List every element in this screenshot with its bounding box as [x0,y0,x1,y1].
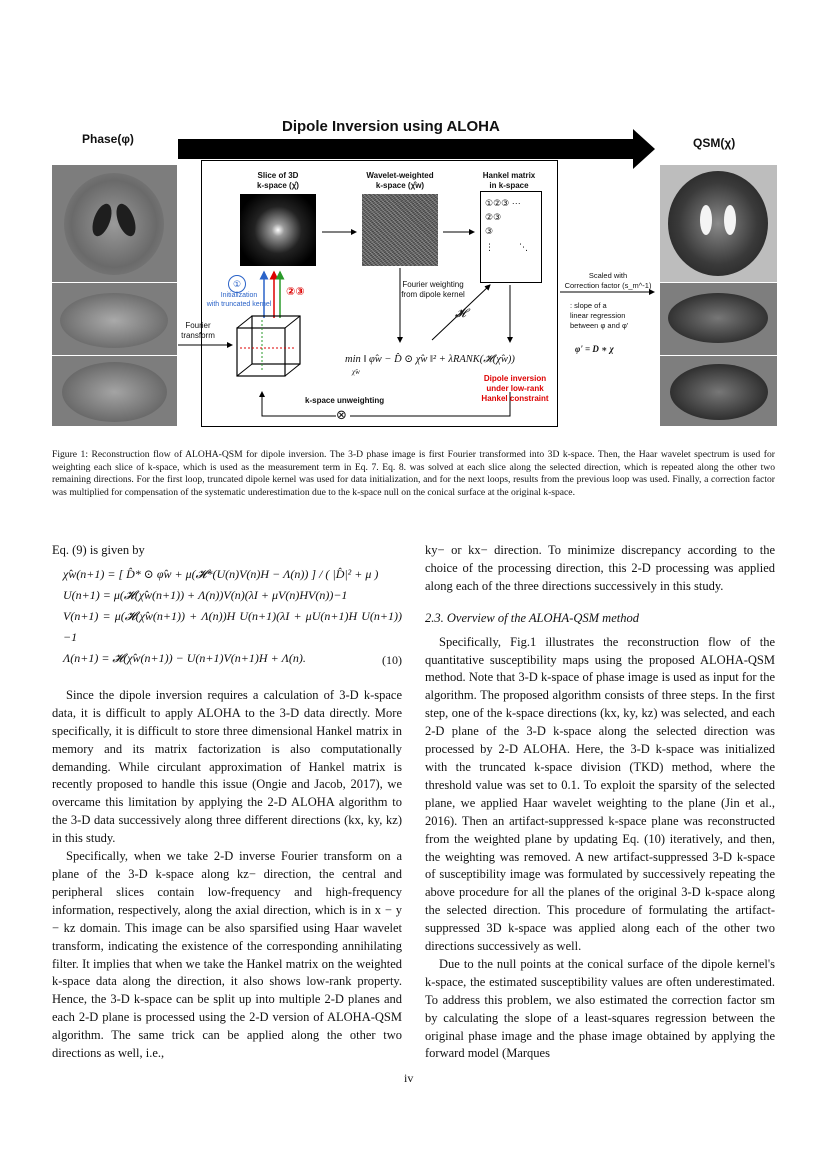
otimes-symbol: ⊗ [336,407,347,422]
eq9-intro: Eq. (9) is given by [52,543,145,557]
equation-u-update: U(n+1) = μ(𝓗(χ̂w(n+1)) + Λ(n))V(n)(λI + μV(n)HV(n))−1 [63,587,348,602]
right-paragraph-2: Due to the null points at the conical surface of the dipole kernel's k-space, the estimated susceptibility values are often underestimated. To address this problem, we also estimated the correction factor sm by calculating the slope of a least-squares regression between the original phase image and the phase image obtained by applying the forward model (Marques [425,956,775,1061]
left-column [52,542,402,1063]
hankel-row-4: ⋮ ⋱ [485,242,529,252]
dipole-constraint-label: Dipole inversion under low-rank Hankel constraint [481,374,549,403]
hankel-label: Hankel matrix in k-space [482,171,536,190]
figure-caption: Figure 1: Reconstruction flow of ALOHA-QSM for dipole inversion. The 3-D phase image is first Fourier transformed into 3D k-space. Then, the Haar wavelet spectrum is used for weighting each slice of k-space, which is used as the measurement term in Eq. 7. Eq. 8. was solved at each slice along the selected direction, which is repeated along the other two remaining directions. For the first loop, truncated dipole kernel was used for data initialization, and for the next loops, results from the previous loop was used. Finally, a correction factor was multiplied for compensation of the systematic underestimation due to the k-space null on the conical surface at the original k-space. [52,449,775,499]
equation-chi-update: χ̂w(n+1) = [ D̂* ⊙ φ̂w + μ(𝓗*(U(n)V(n)H − Λ(n)) ] / ( |D̂|² + μ ) [63,566,379,581]
hankel-row-1: ①②③ ··· [485,198,521,208]
equation-number: (10) [382,652,402,667]
forward-model-label: φ' = D ∗ χ [575,344,614,354]
qsm-label: QSM(χ) [693,136,736,150]
hankel-operator-symbol: 𝓗 [455,306,466,320]
wavelet-label: Wavelet-weighted k-space (χ̂w) [366,171,434,190]
equation-lambda-update: Λ(n+1) = 𝓗(χ̂w(n+1)) − U(n+1)V(n+1)H + Λ(n). [63,650,306,665]
slope-label: : slope of a linear regression between φ and φ' [570,301,629,330]
phase-label: Phase(φ) [82,132,134,146]
right-paragraph-1: Specifically, Fig.1 illustrates the reconstruction flow of the quantitative susceptibility maps using the proposed ALOHA-QSM method. Note that 3-D k-space of phase image is used as input for the algorithm. The proposed algorithm consists of three steps. In the first step, one of the k-space directions (kx, ky, kz) was selected, and each 2-D plane of the 3-D k-space along the selected direction was processed by 2-D ALOHA. Here, the 3-D k-space was initialized with the truncated k-space division (TKD) method, where the threshold value was set to 0.1. To exploit the sparsity of the selected plane, we applied Haar wavelet weighting to the plane (Jin et al., 2016). Then an artifact-suppressed k-space plane was reconstructed from the weighted plane by updating Eq. (10) iteratively, and then, the weighting was removed. A new artifact-suppressed 3-D k-space of susceptibility image was formulated by successively repeating the above procedure for all the planes of the original 3-D k-space along the selected direction. This procedure of formulating the artifact-suppressed 3D k-space was applied along each of the other two directions successively as well. [425,634,775,954]
equation-10-block [63,564,402,669]
fourier-weighting-label: Fourier weighting from dipole kernel [401,280,465,299]
section-heading: 2.3. Overview of the ALOHA-QSM method [425,610,639,625]
init-label: Initialization with truncated kernel [206,292,272,308]
right-column [425,542,775,1063]
hankel-row-2: ②③ [485,212,502,222]
figure-arrows [0,0,827,440]
page-number: iv [404,1071,414,1085]
hankel-row-3: ③ [485,226,494,236]
objective-equation: min ‖ φ̂w − D̂ ⊙ χ̂w ‖² + λRANK(𝓗(χ̂w)) [345,354,515,365]
slice-label: Slice of 3D k-space (χ̂) [257,171,299,190]
right-paragraph-0: ky− or kx− direction. To minimize discrepancy according to the choice of the processing direction, this 2-D processing was applied along each of the three directions successively in this study. [425,543,775,593]
fourier-transform-label: Fourier transform [181,321,215,340]
objective-subscript: χ̂w [352,368,360,376]
left-paragraph-1: Since the dipole inversion requires a calculation of 3-D k-space data, it is difficult to apply ALOHA to the 3-D data directly. More specifically, it is difficult to store three dimensional Hankel matrix in memory and its matrix factorization is also computationally demanding. While circulant approximation of Hankel matrix is recently proposed to handle this issue (Ongie and Jacob, 2017), we overcame this limitation by applying the 2-D ALOHA algorithm to the 3-D data successively along three different directions (kx, ky, kz) in this study. [52,687,402,846]
scaled-label: Scaled with Correction factor (s_m^-1) [564,271,652,290]
step-1-circle: ① [228,275,246,293]
figure-title: Dipole Inversion using ALOHA [282,118,500,135]
left-paragraph-2: Specifically, when we take 2-D inverse Fourier transform on a plane of the 3-D k-space along kz− direction, the central and peripheral slices contain low-frequency and high-frequency information, respectively, along the axial direction, which is in x − y − kz domain. This image can be also sparsified using Haar wavelet transform, indicating the existence of the corresponding annihilating filter. It implies that when we take the Hankel matrix on the weighted k-space data along the direction, it also shows low-rank property. Hence, the 3-D k-space can be split up into multiple 2-D planes and each 2-D plane is processed using the 2-D version of ALOHA-QSM algorithm. The same trick can be applied along the other two directions as well, i.e., [52,849,402,1061]
unweighting-label: k-space unweighting [305,396,385,405]
equation-v-update: V(n+1) = μ(𝓗(χ̂w(n+1)) + Λ(n))H U(n+1)(λI + μU(n+1)H U(n+1))−1 [63,608,402,644]
figure-1 [0,0,827,440]
steps-2-3: ②③ [286,286,305,298]
